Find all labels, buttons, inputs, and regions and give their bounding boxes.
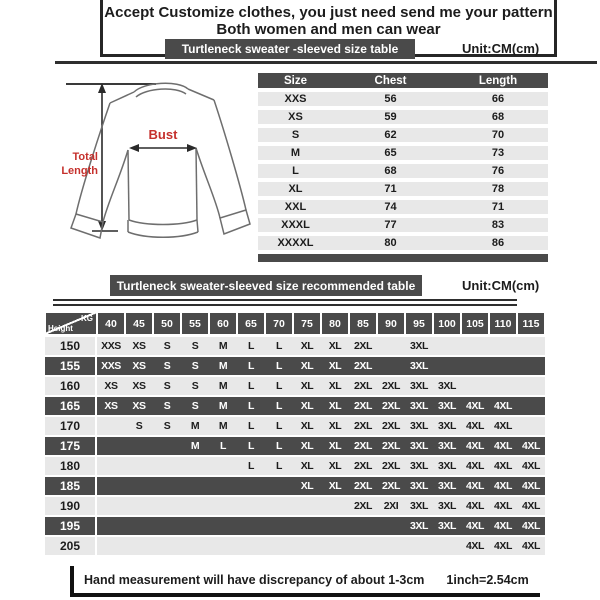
header-line-1: Accept Customize clothes, you just need send me your pattern [104, 4, 553, 21]
reco-table-row [45, 397, 545, 415]
reco-size-cell: 3XL [409, 440, 429, 452]
weight-header-cell: 65 [237, 312, 265, 335]
reco-size-cell: 2XL [353, 480, 373, 492]
size-table-cell: 70 [491, 129, 505, 141]
reco-size-cell: 3XL [409, 400, 429, 412]
reco-size-cell: L [275, 440, 282, 452]
reco-size-cell: 4XL [465, 520, 485, 532]
size-table-cell: 78 [491, 183, 505, 195]
size-table-header [258, 73, 548, 88]
reco-size-cell: 2XL [353, 340, 373, 352]
reco-size-cell: L [247, 360, 254, 372]
reco-size-cell: XL [328, 460, 342, 472]
reco-size-cell: 4XL [465, 480, 485, 492]
reco-size-cell: L [275, 460, 282, 472]
reco-size-cell: L [219, 440, 226, 452]
reco-size-cell: L [275, 340, 282, 352]
height-cell: 185 [45, 477, 97, 495]
reco-size-cell: 2XL [381, 480, 401, 492]
reco-size-cell: 3XL [437, 480, 457, 492]
reco-size-cell: S [163, 380, 171, 392]
reco-size-cell: L [247, 460, 254, 472]
weight-header-cell: 110 [489, 312, 517, 335]
reco-size-cell: XL [328, 340, 342, 352]
reco-size-cell: 3XL [437, 520, 457, 532]
weight-header-cell: 95 [405, 312, 433, 335]
corner-kg-label: KG [81, 314, 93, 323]
size-table-row [258, 128, 548, 142]
reco-size-cell: L [275, 420, 282, 432]
reco-size-cell: L [275, 360, 282, 372]
reco-size-cell: L [247, 440, 254, 452]
reco-size-cell: 2XL [353, 440, 373, 452]
double-divider-line [53, 299, 517, 306]
reco-size-cell: 4XL [465, 440, 485, 452]
weight-header-cell: 100 [433, 312, 461, 335]
divider-line [55, 61, 597, 64]
height-cell: 190 [45, 497, 97, 515]
reco-size-cell: 4XL [465, 420, 485, 432]
reco-size-cell: 4XL [521, 440, 541, 452]
reco-size-cell: XL [300, 480, 314, 492]
size-table-cell: 71 [384, 183, 397, 195]
reco-size-cell: 2XL [381, 420, 401, 432]
reco-size-cell: XL [328, 480, 342, 492]
reco-size-cell: 3XL [409, 360, 429, 372]
size-table-cell: 56 [384, 93, 397, 105]
weight-header-cell: 85 [349, 312, 377, 335]
weight-header-cell: 50 [153, 312, 181, 335]
reco-size-cell: XL [328, 440, 342, 452]
reco-size-cell: 2XL [353, 380, 373, 392]
reco-size-cell: S [163, 360, 171, 372]
reco-table-body [45, 337, 545, 555]
bust-label: Bust [148, 127, 178, 142]
reco-size-cell: 3XL [409, 380, 429, 392]
reco-size-cell: M [218, 380, 228, 392]
weight-header-cell: 60 [209, 312, 237, 335]
size-table-cell: L [292, 165, 299, 177]
reco-size-cell: 4XL [521, 520, 541, 532]
reco-size-cell: L [247, 420, 254, 432]
reco-size-cell: S [163, 400, 171, 412]
reco-table-row [45, 517, 545, 535]
size-table-cell: XXXL [281, 219, 310, 231]
reco-size-cell: XS [104, 400, 118, 412]
reco-size-cell: XL [328, 400, 342, 412]
reco-size-cell: 2XL [381, 380, 401, 392]
size-table-cell: 76 [491, 165, 505, 177]
size-table-row [258, 236, 548, 250]
reco-size-cell: S [191, 400, 199, 412]
reco-size-cell: L [247, 380, 254, 392]
reco-size-cell: 4XL [465, 400, 485, 412]
weight-header-cell: 75 [293, 312, 321, 335]
reco-size-cell: XL [300, 360, 314, 372]
reco-size-cell: 3XL [409, 420, 429, 432]
size-table-row [258, 110, 548, 124]
reco-size-cell: XL [300, 460, 314, 472]
reco-size-cell: 2XL [353, 400, 373, 412]
height-cell: 205 [45, 537, 97, 555]
size-table-cell: 62 [384, 129, 397, 141]
recommended-table-title: Turtleneck sweater-sleeved size recommended table [110, 275, 422, 296]
reco-size-cell: XL [300, 340, 314, 352]
size-table-cell: 73 [491, 147, 505, 159]
reco-size-cell: 2XL [353, 460, 373, 472]
reco-size-cell: 4XL [493, 520, 513, 532]
reco-size-cell: S [163, 420, 171, 432]
height-cell: 160 [45, 377, 97, 395]
size-table-bottom-bar [258, 254, 548, 262]
height-cell: 180 [45, 457, 97, 475]
reco-table-row [45, 497, 545, 515]
reco-table-row [45, 417, 545, 435]
recommended-size-table [45, 312, 545, 555]
reco-size-cell: XS [132, 360, 146, 372]
col-header-chest: Chest [374, 74, 407, 87]
weight-header-cell: 115 [517, 312, 545, 335]
inch-conversion: 1inch=2.54cm [446, 572, 529, 587]
size-table-cell: M [290, 147, 301, 159]
height-cell: 165 [45, 397, 97, 415]
size-table-cell: 59 [384, 111, 397, 123]
reco-size-cell: 4XL [521, 500, 541, 512]
reco-size-cell: S [163, 340, 171, 352]
height-cell: 170 [45, 417, 97, 435]
reco-size-cell: XL [328, 420, 342, 432]
reco-size-cell: M [218, 360, 228, 372]
reco-size-cell: 4XL [493, 400, 513, 412]
reco-size-cell: 3XL [437, 400, 457, 412]
col-header-size: Size [283, 74, 307, 87]
reco-size-cell: 4XL [465, 500, 485, 512]
reco-size-cell: M [218, 400, 228, 412]
reco-size-cell: M [190, 440, 200, 452]
size-table-cell: 68 [491, 111, 505, 123]
corner-height-label: Height [48, 324, 73, 333]
reco-table-row [45, 477, 545, 495]
reco-size-cell: S [191, 360, 199, 372]
reco-size-cell: S [135, 420, 143, 432]
size-table-cell: 83 [491, 219, 505, 231]
reco-size-cell: 3XL [409, 500, 429, 512]
height-cell: 155 [45, 357, 97, 375]
size-table-row [258, 218, 548, 232]
reco-size-cell: XL [300, 380, 314, 392]
weight-header-cell: 105 [461, 312, 489, 335]
weight-header-cell: 40 [97, 312, 125, 335]
reco-size-cell: 4XL [465, 540, 485, 552]
reco-size-cell: XS [132, 340, 146, 352]
size-table-cell: XXS [284, 93, 307, 105]
reco-size-cell: 4XL [493, 500, 513, 512]
reco-size-cell: XXS [101, 360, 121, 372]
size-table-cell: XXXXL [277, 237, 314, 249]
reco-table-row [45, 437, 545, 455]
reco-size-cell: 3XL [437, 440, 457, 452]
size-table-body [258, 92, 548, 250]
size-table-cell: 68 [384, 165, 397, 177]
size-table-cell: 86 [491, 237, 505, 249]
reco-size-cell: L [275, 380, 282, 392]
reco-size-cell: S [191, 340, 199, 352]
size-table-row [258, 200, 548, 214]
reco-table-row [45, 457, 545, 475]
reco-size-cell: XXS [101, 340, 121, 352]
reco-table-row [45, 377, 545, 395]
reco-size-cell: 4XL [493, 540, 513, 552]
reco-size-cell: 2XL [353, 500, 373, 512]
size-table-cell: 80 [384, 237, 397, 249]
reco-size-cell: XS [132, 400, 146, 412]
reco-size-cell: XS [132, 380, 146, 392]
size-table-cell: S [291, 129, 300, 141]
reco-size-cell: M [218, 340, 228, 352]
total-length-label-2: Length [61, 165, 98, 177]
reco-table-row [45, 537, 545, 555]
reco-size-cell: 3XL [437, 460, 457, 472]
reco-size-cell: 3XL [437, 500, 457, 512]
size-table-cell: 77 [384, 219, 397, 231]
size-table-row [258, 164, 548, 178]
reco-size-cell: 2XL [353, 420, 373, 432]
reco-size-cell: 2XI [383, 500, 399, 512]
reco-size-cell: 2XL [353, 360, 373, 372]
reco-size-cell: L [247, 340, 254, 352]
measurement-note: Hand measurement will have discrepancy of about 1-3cm [84, 572, 425, 587]
reco-size-cell: 2XL [381, 440, 401, 452]
reco-size-cell: L [247, 400, 254, 412]
weight-header-cell: 55 [181, 312, 209, 335]
col-header-length: Length [478, 74, 518, 87]
height-cell: 150 [45, 337, 97, 355]
size-table-cell: 66 [491, 93, 505, 105]
size-table-row [258, 182, 548, 196]
size-table-title: Turtleneck sweater -sleeved size table [165, 39, 415, 59]
size-table-cell: XS [288, 111, 303, 123]
size-table-unit: Unit:CM(cm) [462, 41, 540, 56]
sweater-diagram [56, 72, 261, 268]
reco-size-cell: 4XL [521, 460, 541, 472]
reco-size-cell: 4XL [493, 420, 513, 432]
reco-size-cell: 3XL [409, 460, 429, 472]
sweater-illustration [56, 72, 261, 268]
size-table-row [258, 146, 548, 160]
reco-size-cell: 3XL [409, 520, 429, 532]
reco-size-cell: M [190, 420, 200, 432]
reco-size-cell: 2XL [381, 400, 401, 412]
size-table-row [258, 92, 548, 106]
reco-size-cell: S [191, 380, 199, 392]
weight-header-cell: 80 [321, 312, 349, 335]
weight-header-cell: 45 [125, 312, 153, 335]
reco-size-cell: 3XL [409, 480, 429, 492]
reco-size-cell: 3XL [409, 340, 429, 352]
total-length-label-1: Total [72, 151, 98, 163]
recommended-table-unit: Unit:CM(cm) [462, 278, 540, 293]
reco-size-cell: 4XL [493, 440, 513, 452]
size-table-cell: 71 [491, 201, 505, 213]
height-cell: 175 [45, 437, 97, 455]
size-table-cell: XL [288, 183, 303, 195]
reco-size-cell: XL [300, 420, 314, 432]
reco-size-cell: 2XL [381, 460, 401, 472]
size-table-cell: 65 [384, 147, 397, 159]
sleeved-size-table [258, 73, 548, 262]
header-line-2: Both women and men can wear [216, 21, 441, 38]
weight-header-cell: 70 [265, 312, 293, 335]
reco-header-row [45, 312, 545, 335]
reco-size-cell: 3XL [437, 420, 457, 432]
reco-size-cell: 3XL [437, 380, 457, 392]
reco-table-row [45, 337, 545, 355]
corner-cell [45, 312, 97, 335]
reco-size-cell: XL [328, 360, 342, 372]
height-cell: 195 [45, 517, 97, 535]
reco-size-cell: XL [300, 400, 314, 412]
weight-header-cell: 90 [377, 312, 405, 335]
reco-size-cell: L [275, 400, 282, 412]
reco-table-row [45, 357, 545, 375]
reco-size-cell: 4XL [493, 480, 513, 492]
reco-size-cell: 4XL [465, 460, 485, 472]
reco-size-cell: 4XL [521, 540, 541, 552]
reco-size-cell: XS [104, 380, 118, 392]
reco-size-cell: XL [300, 440, 314, 452]
size-table-cell: XXL [284, 201, 307, 213]
size-table-cell: 74 [384, 201, 397, 213]
reco-size-cell: 4XL [493, 460, 513, 472]
footer-note-box [70, 566, 540, 597]
reco-size-cell: 4XL [521, 480, 541, 492]
reco-size-cell: XL [328, 380, 342, 392]
reco-size-cell: M [218, 420, 228, 432]
